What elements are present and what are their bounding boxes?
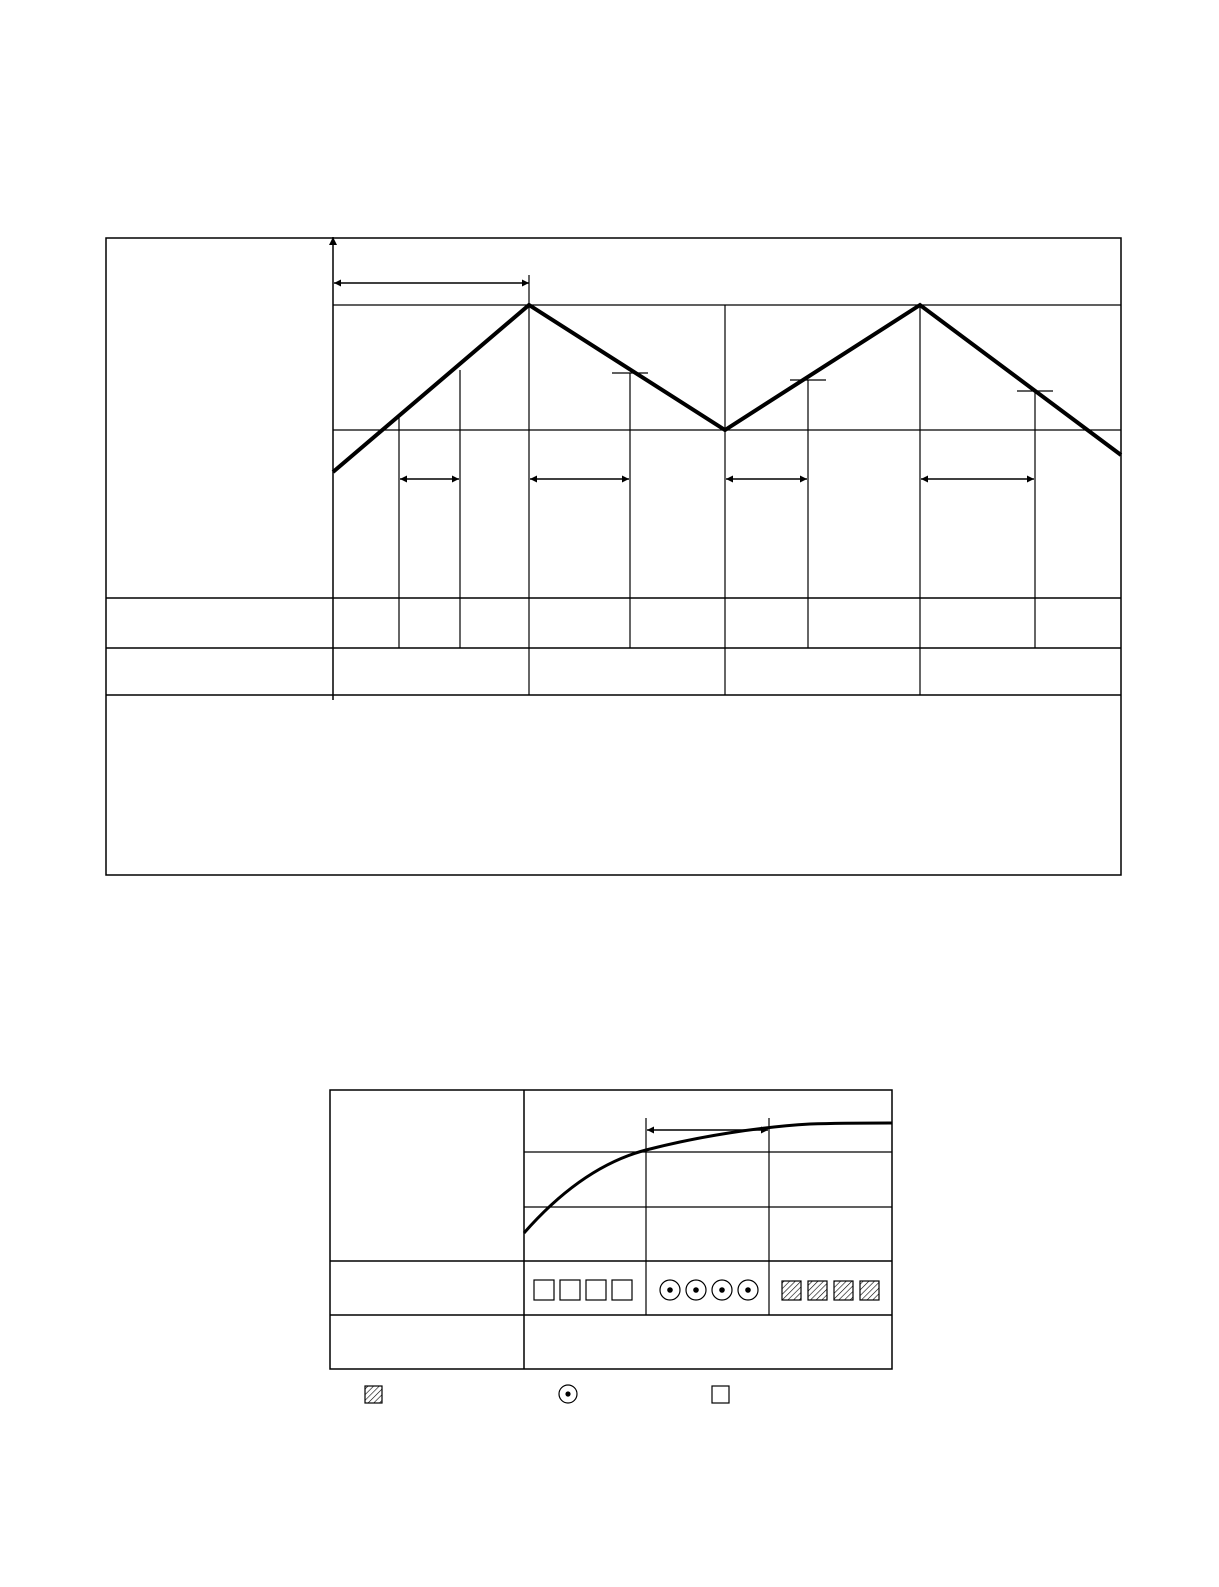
circle-dot-symbol <box>660 1280 680 1300</box>
diagram-2-symbol-group-circles <box>660 1280 758 1300</box>
diagram-2-symbol-group-squares <box>534 1280 632 1300</box>
diagram-2-legend <box>365 1385 729 1403</box>
diagram-2-frame <box>330 1090 892 1369</box>
square-icon <box>712 1386 729 1403</box>
hatched-square-icon <box>365 1386 382 1403</box>
legend-item-square <box>712 1386 729 1403</box>
square-symbol <box>560 1280 580 1300</box>
diagram-1-waveform <box>333 305 1121 472</box>
hatched-square-symbol <box>860 1281 879 1300</box>
hatched-square-symbol <box>834 1281 853 1300</box>
square-symbol <box>612 1280 632 1300</box>
diagram-1-frame <box>106 238 1121 875</box>
circle-dot-symbol <box>712 1280 732 1300</box>
diagram-1 <box>106 237 1121 875</box>
hatched-square-symbol <box>808 1281 827 1300</box>
diagram-2-symbol-group-hatched <box>782 1281 879 1300</box>
circle-dot-icon <box>559 1385 577 1403</box>
diagram-2 <box>330 1090 892 1369</box>
hatched-square-symbol <box>782 1281 801 1300</box>
square-symbol <box>586 1280 606 1300</box>
square-symbol <box>534 1280 554 1300</box>
circle-dot-symbol <box>738 1280 758 1300</box>
legend-item-circle-dot <box>559 1385 577 1403</box>
legend-item-hatched <box>365 1386 382 1403</box>
diagram-2-growth-curve <box>524 1123 892 1233</box>
circle-dot-symbol <box>686 1280 706 1300</box>
